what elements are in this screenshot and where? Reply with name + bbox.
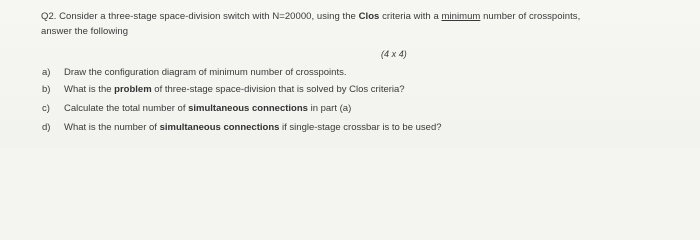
clos-term: Clos <box>358 11 380 22</box>
sub-question-text-bold: simultaneous connections <box>188 103 308 114</box>
marks-allocation: (4 x 4) <box>381 49 407 59</box>
sub-question-text-pre: Draw the configuration diagram of minimum number of crosspoints. <box>64 67 347 78</box>
sub-question-d <box>0 122 700 136</box>
sub-question-label: c) <box>42 103 50 114</box>
sub-question-label: d) <box>42 122 51 133</box>
sub-question-text-post: if single-stage crossbar is to be used? <box>279 122 442 133</box>
sub-question-text-pre: Calculate the total number of <box>64 103 189 114</box>
sub-question-text <box>64 84 405 96</box>
sub-question-text-bold: simultaneous connections <box>159 122 280 133</box>
sub-question-text-bold: problem <box>114 84 152 95</box>
sub-question-c <box>0 103 700 117</box>
question-line-2: answer the following <box>41 26 129 37</box>
sub-question-label: a) <box>42 67 51 78</box>
sub-question-text-post: in part (a) <box>307 103 352 114</box>
sub-question-text <box>64 103 351 115</box>
question-line1-mid: criteria with a <box>379 11 442 22</box>
sub-question-text-pre: What is the number of <box>64 122 160 133</box>
sub-question-label: b) <box>42 84 51 95</box>
question-line-1 <box>41 11 580 23</box>
sub-question-text <box>64 67 346 79</box>
sub-question-text-post: of three-stage space-division that is solved by Clos criteria? <box>151 84 405 95</box>
question-line1-post: number of crosspoints, <box>480 11 581 22</box>
sub-question-text-pre: What is the <box>64 84 115 95</box>
question-line1-pre: Q2. Consider a three-stage space-division switch with N=20000, using the <box>41 11 359 22</box>
sub-question-a <box>0 67 700 81</box>
sub-question-text <box>64 122 442 134</box>
minimum-term: minimum <box>441 11 481 22</box>
sub-question-b <box>0 84 700 98</box>
